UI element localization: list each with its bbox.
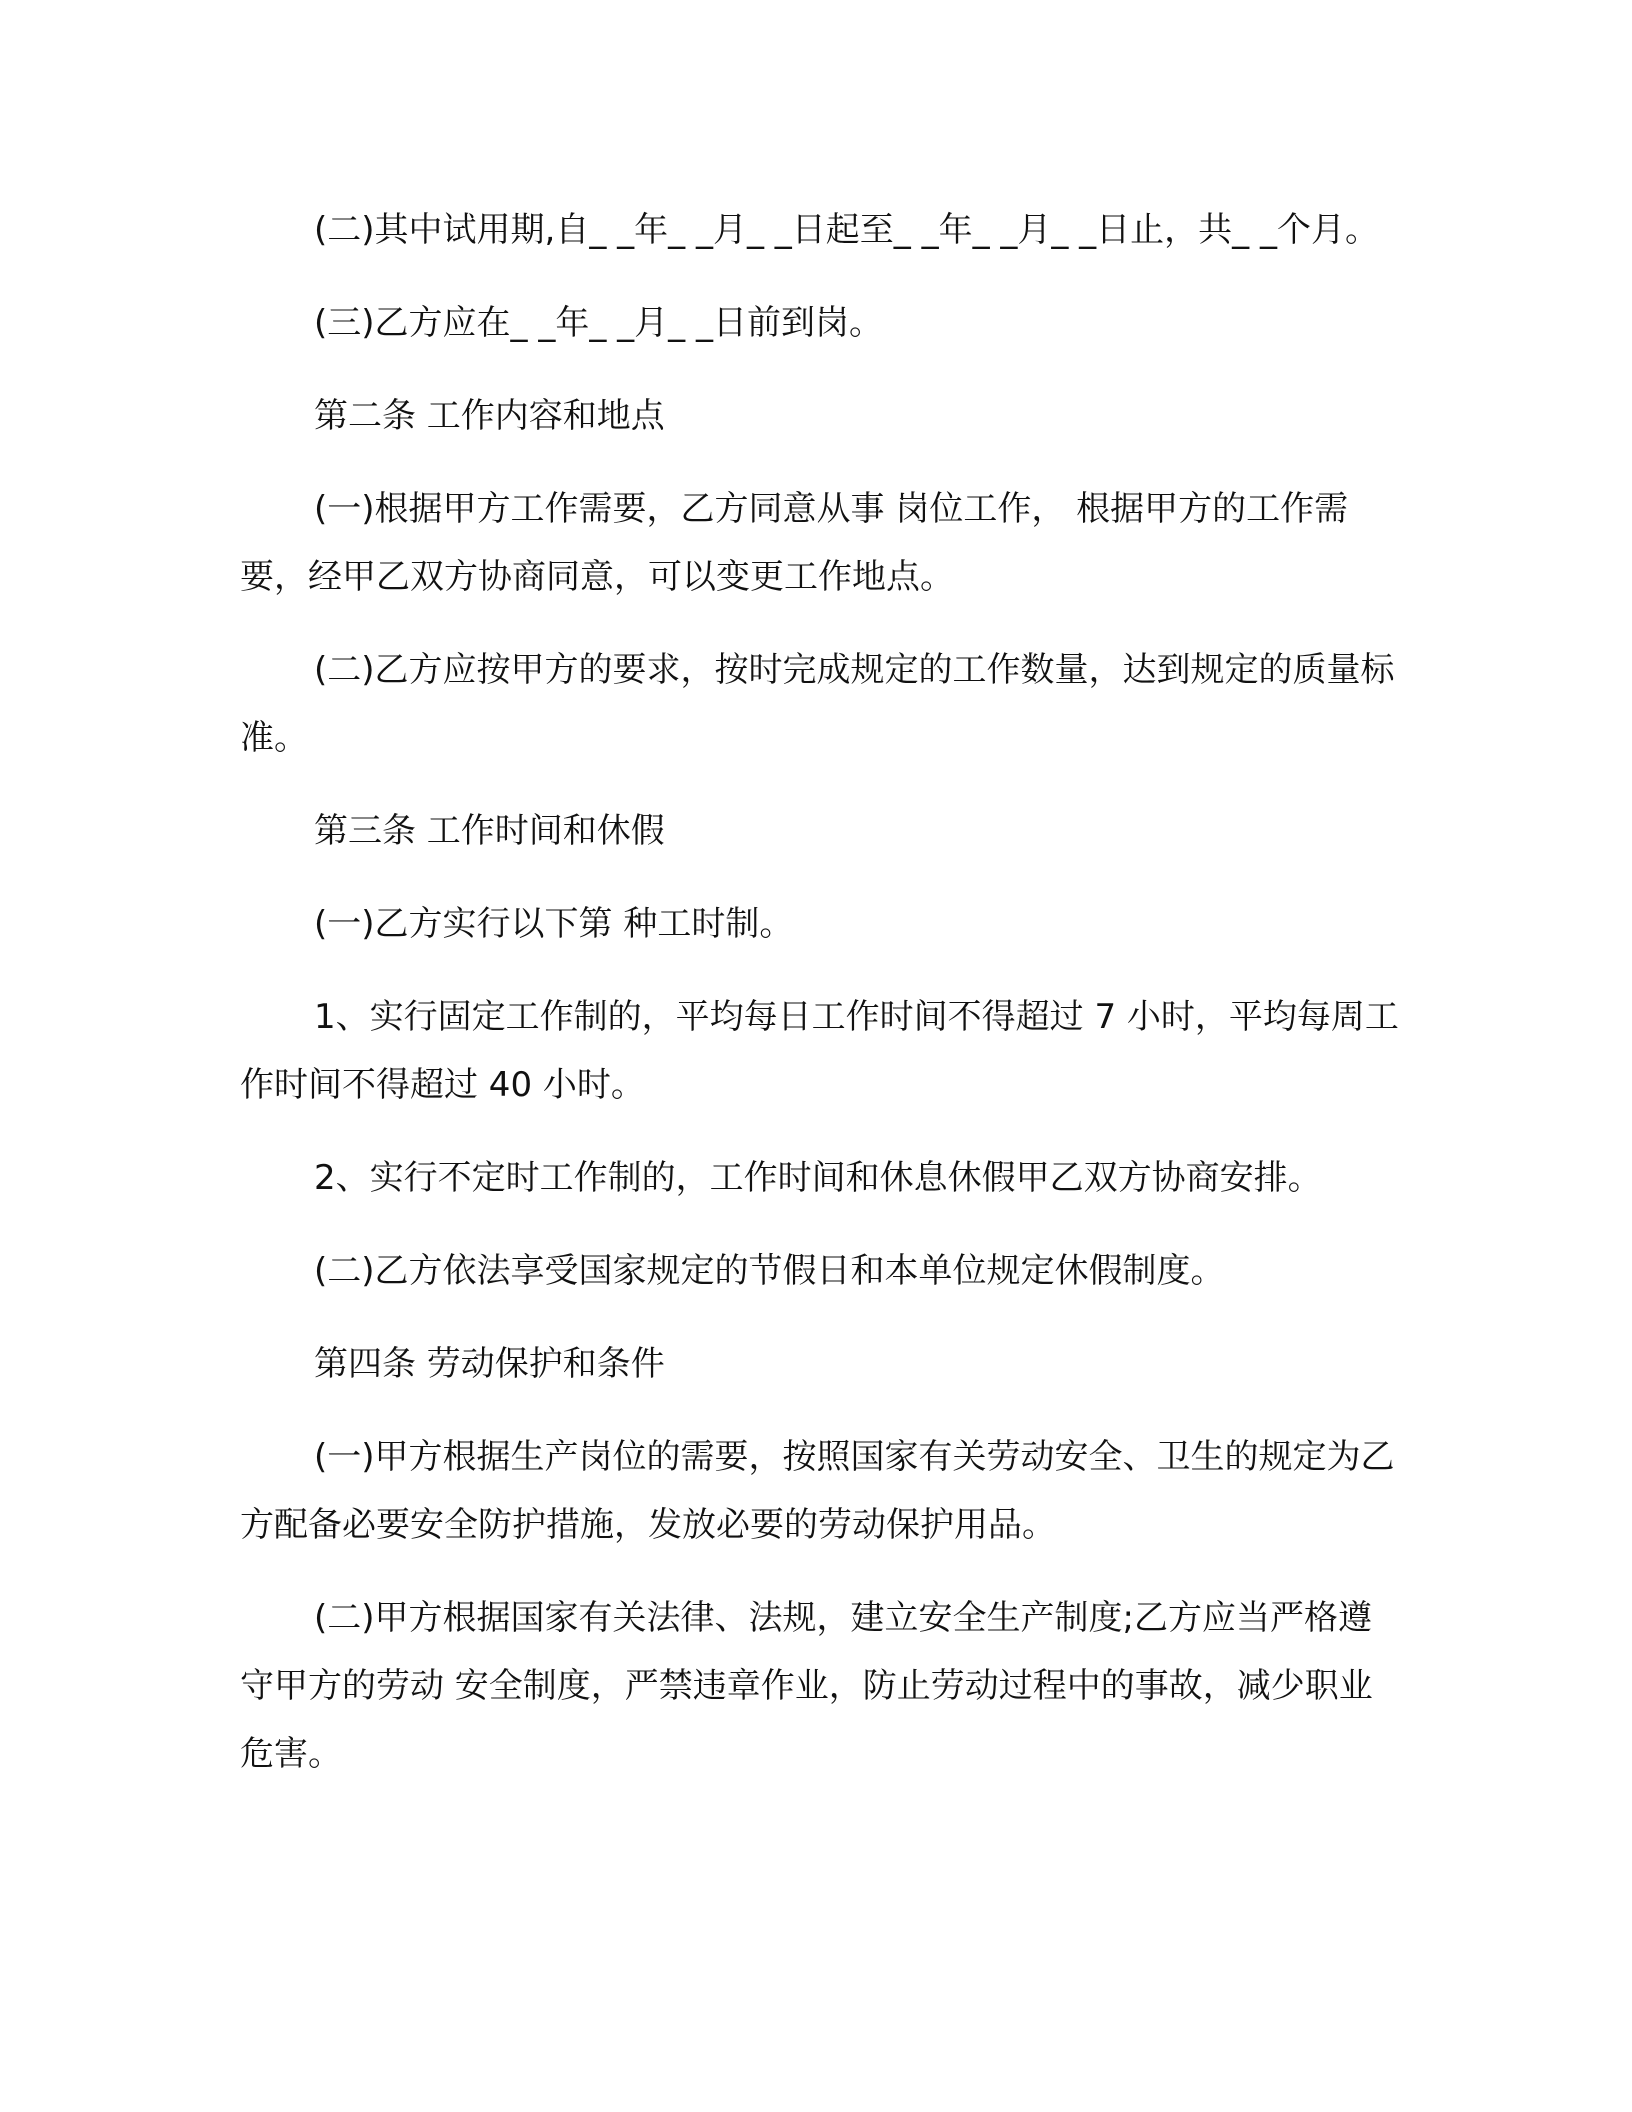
document-body — [240, 196, 1400, 1813]
paragraph-fixed-hours: 1、实行固定工作制的，平均每日工作时间不得超过 7 小时，平均每周工作时间不得超过 40 小时。 — [240, 997, 1399, 1105]
article-heading-work-time: 第三条 工作时间和休假 — [314, 811, 665, 851]
paragraph-flexible-hours: 2、实行不定时工作制的，工作时间和休息休假甲乙双方协商安排。 — [314, 1158, 1322, 1198]
paragraph-probation-period: (二)其中试用期,自_ _年_ _月_ _日起至_ _年_ _月_ _日止，共_ _个月。 — [314, 210, 1379, 250]
paragraph-safety-rules: (二)甲方根据国家有关法律、法规，建立安全生产制度;乙方应当严格遵守甲方的劳动 安全制度，严禁违章作业，防止劳动过程中的事故，减少职业危害。 — [240, 1598, 1373, 1774]
paragraph-safety-equipment: (一)甲方根据生产岗位的需要，按照国家有关劳动安全、卫生的规定为乙方配备必要安全防护措施，发放必要的劳动保护用品。 — [240, 1437, 1395, 1545]
article-heading-labor-protection: 第四条 劳动保护和条件 — [314, 1344, 665, 1384]
paragraph-holidays: (二)乙方依法享受国家规定的节假日和本单位规定休假制度。 — [314, 1251, 1225, 1291]
paragraph-report-date: (三)乙方应在_ _年_ _月_ _日前到岗。 — [314, 303, 883, 343]
article-heading-work-content: 第二条 工作内容和地点 — [314, 396, 665, 436]
paragraph-work-system: (一)乙方实行以下第 种工时制。 — [314, 904, 794, 944]
paragraph-job-position: (一)根据甲方工作需要，乙方同意从事 岗位工作， 根据甲方的工作需要，经甲乙双方协商同意，可以变更工作地点。 — [240, 489, 1349, 597]
paragraph-work-quantity: (二)乙方应按甲方的要求，按时完成规定的工作数量，达到规定的质量标准。 — [240, 650, 1395, 758]
